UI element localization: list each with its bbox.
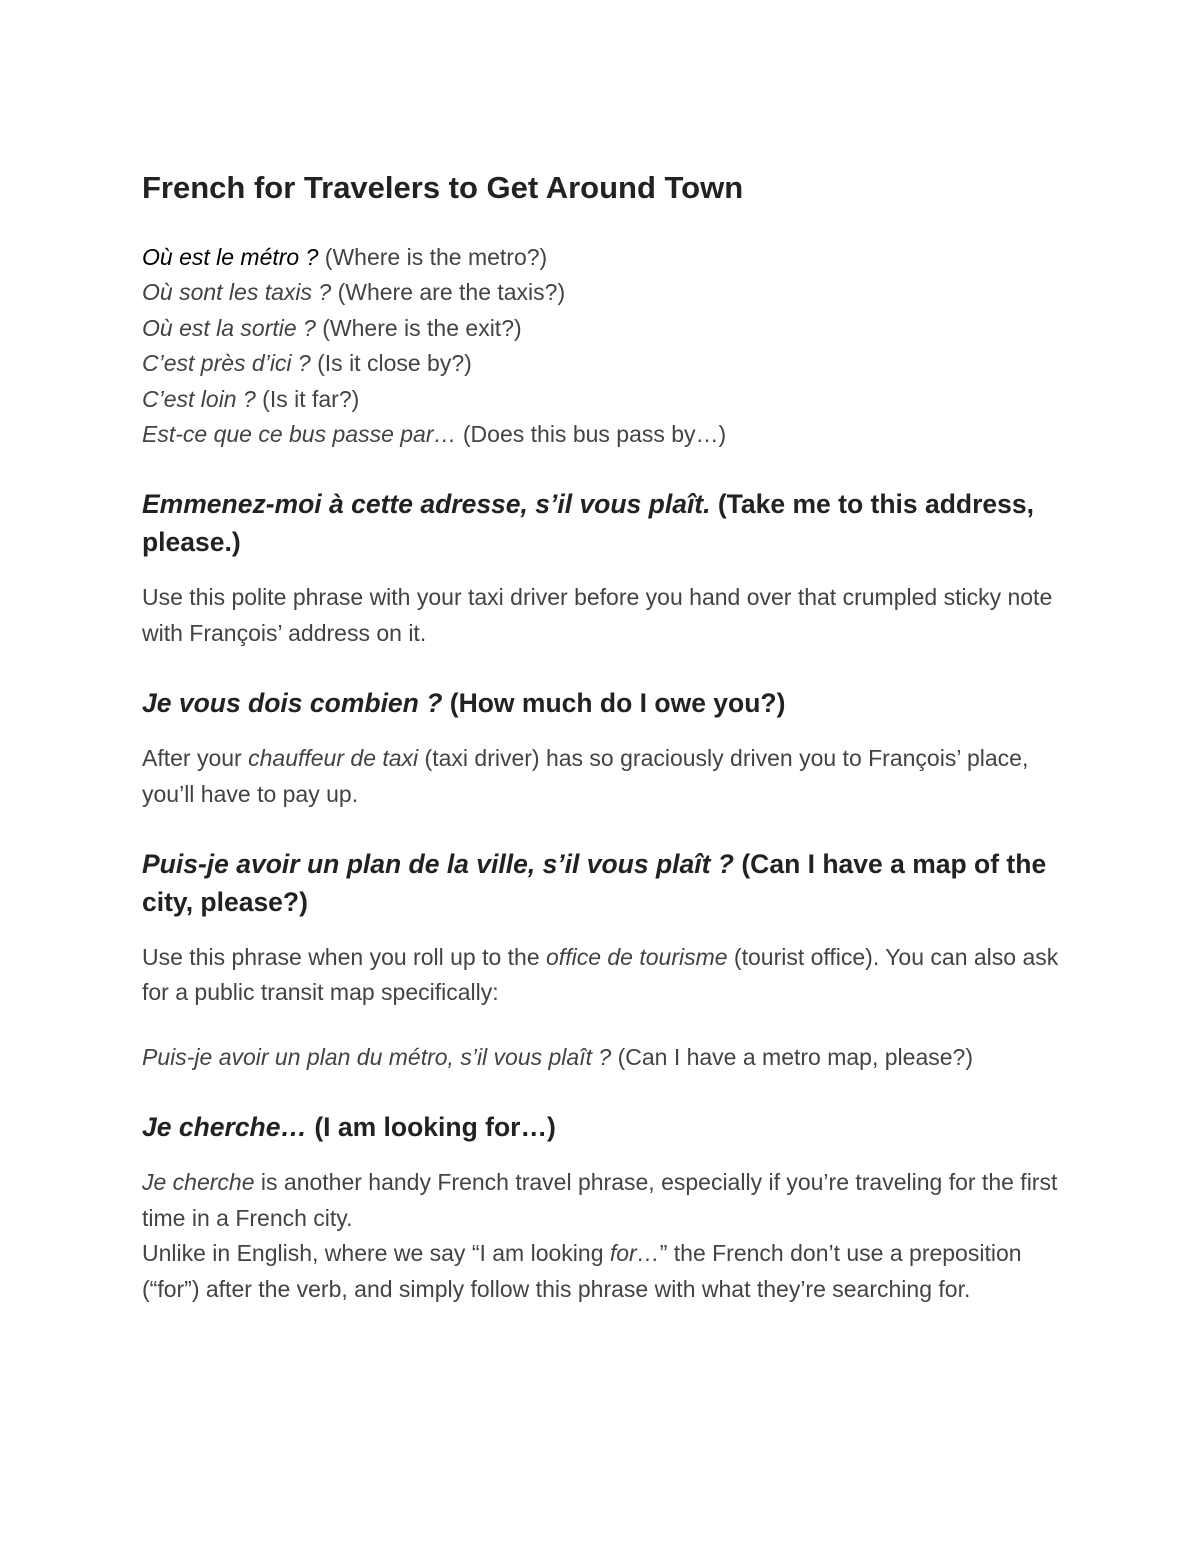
body-emphasis: for… [609, 1240, 660, 1267]
example-metro-map [142, 1040, 1072, 1075]
phrase-english: (Where is the exit?) [315, 314, 522, 341]
body-text: (taxi driver) has so graciously driven you to François’ place, you’ll have to pay up. [142, 745, 1029, 807]
phrase-french: C’est près d’ici ? [142, 350, 311, 377]
phrase-line [142, 311, 1072, 346]
body-emphasis: office de tourisme [546, 944, 728, 971]
phrase-english: (Is it close by?) [310, 350, 472, 377]
section-body-city-map [142, 940, 1072, 1011]
body-text: (tourist office). You can also ask for a public transit map specifically: [142, 944, 1059, 1006]
heading-french: Emmenez-moi à cette adresse, s’il vous plaît. [142, 489, 711, 520]
body-text: Unlike in English, where we say “I am looking [142, 1240, 610, 1267]
section-body-looking-for [142, 1165, 1072, 1236]
phrase-french: Où est le métro ? [142, 244, 319, 270]
body-text: is another handy French travel phrase, especially if you’re traveling for the first time in a French city. [142, 1169, 1058, 1231]
phrase-line [142, 417, 1072, 452]
example-french: Puis-je avoir un plan du métro, s’il vous plaît ? [142, 1043, 612, 1070]
body-text: ” the French don’t use a preposition (“for”) after the verb, and simply follow this phrase with what they’re searching for. [142, 1240, 1022, 1302]
heading-french: Puis-je avoir un plan de la ville, s’il vous plaît ? [142, 849, 734, 880]
heading-french: Je vous dois combien ? [142, 688, 443, 719]
document-page [142, 168, 1072, 1307]
phrase-french: Où sont les taxis ? [142, 279, 332, 306]
section-body-how-much [142, 741, 1072, 812]
heading-french: Je cherche… [142, 1112, 307, 1143]
section-body-take-me: Use this polite phrase with your taxi driver before you hand over that crumpled sticky note with François’ address on it. [142, 584, 1053, 646]
phrase-french: Où est la sortie ? [142, 314, 316, 341]
body-emphasis: Je cherche [142, 1169, 255, 1196]
section-heading-city-map [142, 845, 1072, 921]
body-text: After your [142, 745, 249, 772]
phrase-english: (Where is the metro?) [318, 244, 548, 270]
phrase-list [142, 240, 1072, 452]
phrase-english: (Is it far?) [255, 385, 360, 412]
phrase-line [142, 240, 1072, 275]
heading-english: (Can I have a map of the city, please?) [142, 849, 1047, 918]
phrase-english: (Where are the taxis?) [331, 279, 566, 306]
phrase-line [142, 275, 1072, 310]
phrase-line [142, 346, 1072, 381]
phrase-french: Est-ce que ce bus passe par… [142, 421, 457, 448]
section-heading-looking-for [142, 1108, 1072, 1146]
section-body-looking-for-2 [142, 1236, 1072, 1307]
phrase-line [142, 382, 1072, 417]
body-text: Use this phrase when you roll up to the [142, 944, 547, 971]
heading-english: (I am looking for…) [306, 1112, 556, 1143]
heading-english: (How much do I owe you?) [442, 688, 786, 719]
document-title: French for Travelers to Get Around Town [142, 170, 744, 205]
example-english: (Can I have a metro map, please?) [611, 1043, 973, 1070]
phrase-english: (Does this bus pass by…) [456, 421, 727, 448]
heading-english: (Take me to this address, please.) [142, 489, 1034, 558]
section-heading-take-me [142, 485, 1072, 561]
phrase-french: C’est loin ? [142, 385, 256, 412]
section-heading-how-much [142, 684, 1072, 722]
body-emphasis: chauffeur de taxi [248, 745, 419, 772]
